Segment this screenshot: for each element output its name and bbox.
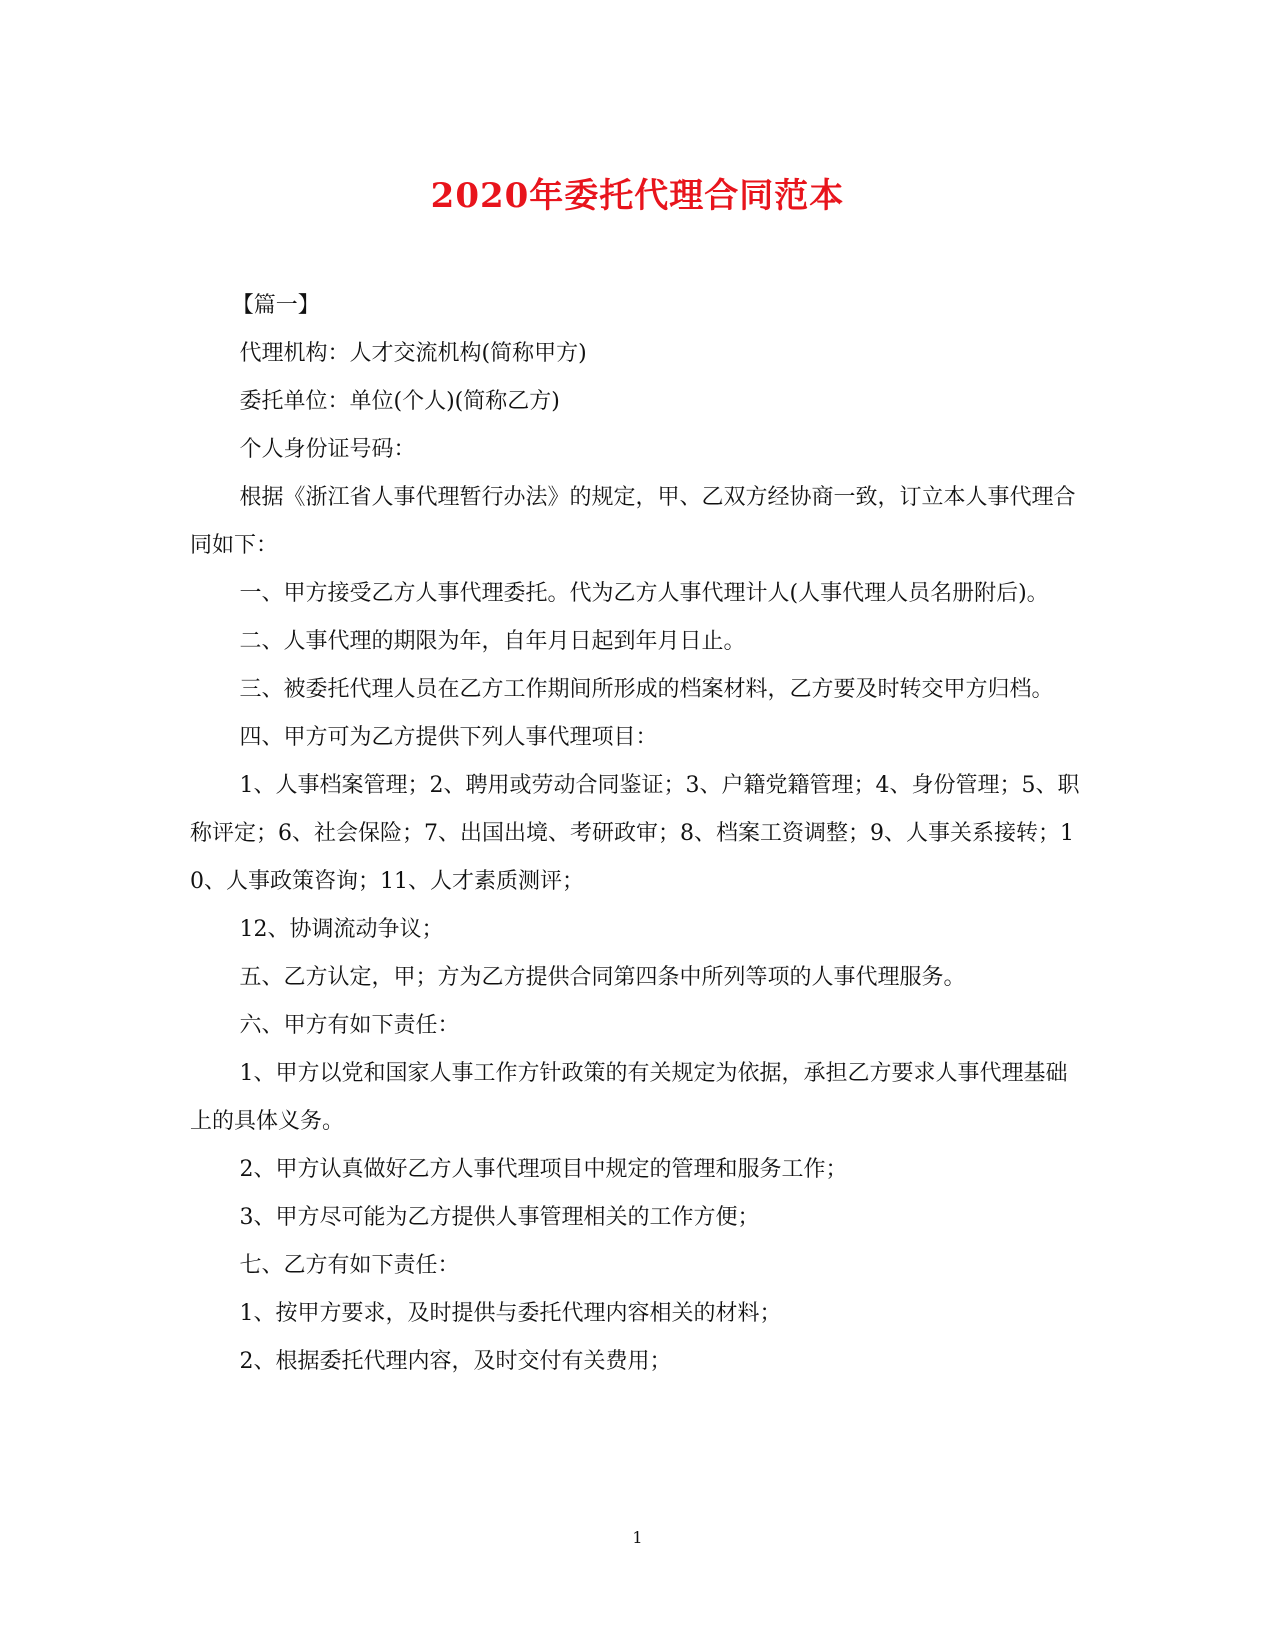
page-number: 1 bbox=[632, 1528, 643, 1547]
clause-5: 五、乙方认定，甲；方为乙方提供合同第四条中所列等项的人事代理服务。 bbox=[239, 965, 966, 990]
id-number-line: 个人身份证号码： bbox=[239, 437, 416, 462]
document-title: 2020年委托代理合同范本 bbox=[430, 176, 845, 216]
agency-line: 代理机构：人才交流机构(简称甲方) bbox=[239, 341, 587, 366]
preamble-paragraph: 根据《浙江省人事代理暂行办法》的规定，甲、乙双方经协商一致，订立本人事代理合同如下： bbox=[190, 485, 1076, 558]
clause-7: 七、乙方有如下责任： bbox=[239, 1253, 460, 1278]
clause-6-item-2: 2、甲方认真做好乙方人事代理项目中规定的管理和服务工作； bbox=[239, 1157, 848, 1182]
clause-4-item-12: 12、协调流动争议； bbox=[239, 917, 444, 942]
clause-6-item-3: 3、甲方尽可能为乙方提供人事管理相关的工作方便； bbox=[239, 1205, 760, 1230]
clause-1: 一、甲方接受乙方人事代理委托。代为乙方人事代理计人(人事代理人员名册附后)。 bbox=[239, 581, 1049, 606]
client-line: 委托单位：单位(个人)(简称乙方) bbox=[239, 389, 560, 414]
clause-7-item-1: 1、按甲方要求，及时提供与委托代理内容相关的材料； bbox=[239, 1301, 782, 1326]
clause-3: 三、被委托代理人员在乙方工作期间所形成的档案材料，乙方要及时转交甲方归档。 bbox=[239, 677, 1054, 702]
clause-6-item-1: 1、甲方以党和国家人事工作方针政策的有关规定为依据，承担乙方要求人事代理基础上的具体义务。 bbox=[190, 1061, 1068, 1134]
clause-6: 六、甲方有如下责任： bbox=[239, 1013, 460, 1038]
clause-4: 四、甲方可为乙方提供下列人事代理项目： bbox=[239, 725, 658, 750]
clause-4-items: 1、人事档案管理；2、聘用或劳动合同鉴证；3、户籍党籍管理；4、身份管理；5、职称评定；6、社会保险；7、出国出境、考研政审；8、档案工资调整；9、人事关系接转；10、人事政策咨询；11、人才素质测评； bbox=[190, 773, 1080, 894]
clause-7-item-2: 2、根据委托代理内容，及时交付有关费用； bbox=[239, 1349, 672, 1374]
section-heading: 【篇一】 bbox=[231, 293, 320, 318]
document-body bbox=[190, 282, 1080, 1386]
clause-2: 二、人事代理的期限为年，自年月日起到年月日止。 bbox=[239, 629, 746, 654]
